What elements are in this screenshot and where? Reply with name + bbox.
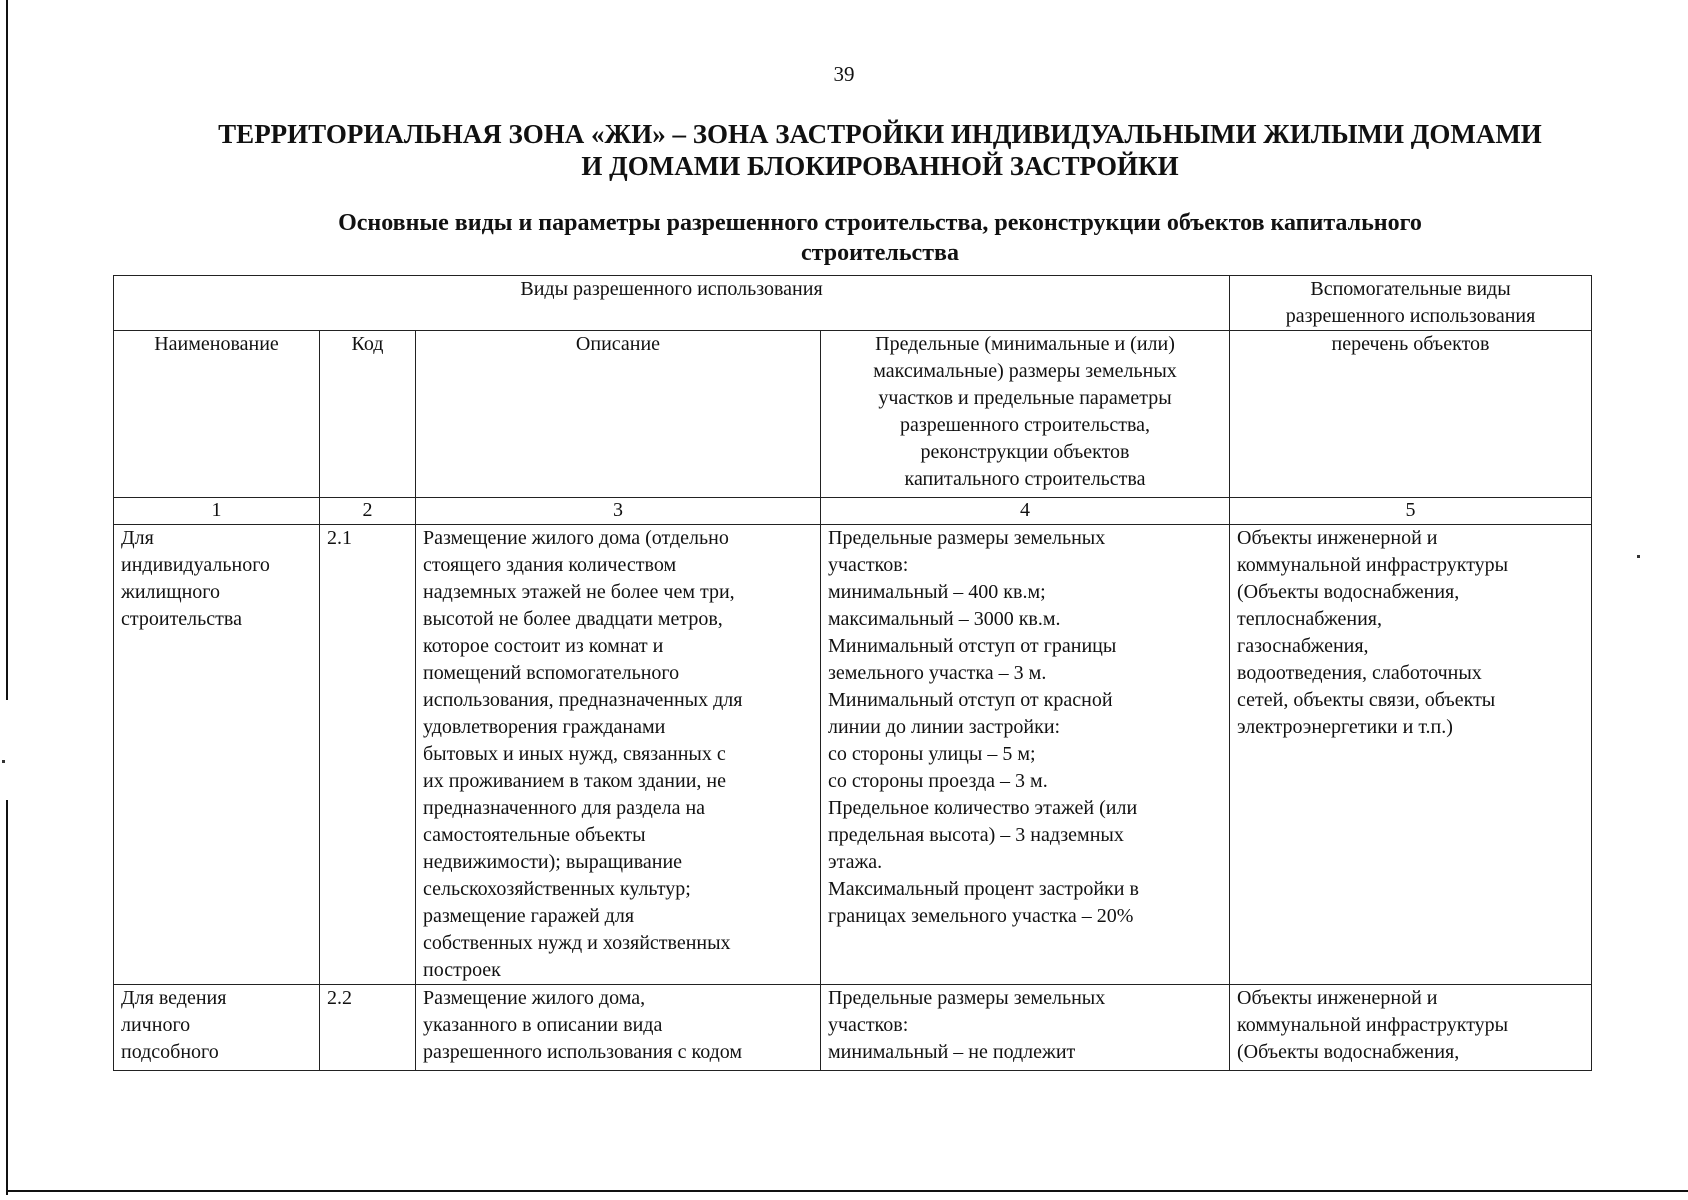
scan-left-edge-line [6, 0, 8, 700]
cell-line: жилищного [121, 581, 221, 603]
column-number: 4 [821, 498, 1230, 525]
cell-line: участков: [828, 554, 909, 576]
row-parameters-cell [821, 525, 1230, 985]
cell-line: границах земельного участка – 20% [828, 905, 1134, 927]
cell-line: помещений вспомогательного [423, 662, 680, 684]
zone-title-line: ТЕРРИТОРИАЛЬНАЯ ЗОНА «ЖИ» – ЗОНА ЗАСТРОЙКИ ИНДИВИДУАЛЬНЫМИ ЖИЛЫМИ ДОМАМИ [218, 119, 1542, 149]
cell-line: (Объекты водоснабжения, [1237, 581, 1460, 603]
page-number: 39 [833, 62, 855, 86]
table-row [114, 985, 1592, 1071]
scan-speck [2, 760, 5, 763]
cell-line: сельскохозяйственных культур; [423, 878, 691, 900]
column-header-code: Код [320, 331, 416, 498]
cell-line: Максимальный процент застройки в [828, 878, 1139, 900]
cell-line: Минимальный отступ от красной [828, 689, 1113, 711]
cell-line: Объекты инженерной и [1237, 987, 1438, 1009]
row-objects-cell [1230, 525, 1592, 985]
cell-line: собственных нужд и хозяйственных [423, 932, 731, 954]
cell-line: реконструкции объектов [920, 441, 1130, 463]
cell-line: Предельное количество этажей (или [828, 797, 1138, 819]
row-parameters-cell [821, 985, 1230, 1071]
row-objects-cell [1230, 985, 1592, 1071]
row-code-cell: 2.1 [320, 525, 416, 985]
cell-line: Для ведения [121, 987, 227, 1009]
row-name-cell [114, 985, 320, 1071]
scan-left-edge-line [6, 800, 8, 1195]
cell-line: минимальный – не подлежит [828, 1041, 1076, 1063]
group-header-main: Виды разрешенного использования [114, 276, 1230, 331]
cell-line: максимальные) размеры земельных [873, 360, 1177, 382]
row-name-cell [114, 525, 320, 985]
cell-line: бытовых и иных нужд, связанных с [423, 743, 726, 765]
cell-line: линии до линии застройки: [828, 716, 1061, 738]
cell-line: их проживанием в таком здании, не [423, 770, 726, 792]
cell-line: коммунальной инфраструктуры [1237, 554, 1509, 576]
row-description-cell [416, 985, 821, 1071]
column-number: 3 [416, 498, 821, 525]
cell-line: разрешенного использования с кодом [423, 1041, 743, 1063]
cell-line: которое состоит из комнат и [423, 635, 664, 657]
cell-line: высотой не более двадцати метров, [423, 608, 723, 630]
cell-line: Для [121, 527, 154, 549]
table-row [114, 525, 1592, 985]
cell-line: использования, предназначенных для [423, 689, 743, 711]
cell-line: предназначенного для раздела на [423, 797, 706, 819]
cell-line: участков и предельные параметры [878, 387, 1172, 409]
cell-line: предельная высота) – 3 надземных [828, 824, 1124, 846]
column-number: 2 [320, 498, 416, 525]
group-header-aux-line: Вспомогательные виды [1310, 278, 1511, 300]
cell-line: индивидуального [121, 554, 270, 576]
cell-line: Предельные размеры земельных [828, 527, 1106, 549]
cell-line: капитального строительства [904, 468, 1146, 490]
group-header-aux [1230, 276, 1592, 331]
cell-line: удовлетворения гражданами [423, 716, 666, 738]
section-title-line: строительства [801, 240, 959, 266]
row-code-cell: 2.2 [320, 985, 416, 1071]
cell-line: земельного участка – 3 м. [828, 662, 1047, 684]
column-header-objects: перечень объектов [1230, 331, 1592, 498]
table-column-header-row [114, 331, 1592, 498]
cell-line: теплоснабжения, [1237, 608, 1382, 630]
cell-line: электроэнергетики и т.п.) [1237, 716, 1453, 738]
group-header-aux-line: разрешенного использования [1285, 305, 1536, 327]
cell-line: Размещение жилого дома (отдельно [423, 527, 729, 549]
cell-line: недвижимости); выращивание [423, 851, 683, 873]
zone-title [160, 118, 1600, 182]
cell-line: участков: [828, 1014, 909, 1036]
table-group-header-row [114, 276, 1592, 331]
cell-line: Предельные размеры земельных [828, 987, 1106, 1009]
cell-line: личного [121, 1014, 191, 1036]
cell-line: надземных этажей не более чем три, [423, 581, 735, 603]
cell-line: строительства [121, 608, 242, 630]
table-column-number-row [114, 498, 1592, 525]
cell-line: стоящего здания количеством [423, 554, 677, 576]
cell-line: со стороны улицы – 5 м; [828, 743, 1036, 765]
row-description-cell [416, 525, 821, 985]
cell-line: самостоятельные объекты [423, 824, 646, 846]
column-header-name: Наименование [114, 331, 320, 498]
column-number: 1 [114, 498, 320, 525]
cell-line: водоотведения, слаботочных [1237, 662, 1482, 684]
cell-line: коммунальной инфраструктуры [1237, 1014, 1509, 1036]
cell-line: со стороны проезда – 3 м. [828, 770, 1048, 792]
land-use-table [113, 275, 1592, 1071]
cell-line: сетей, объекты связи, объекты [1237, 689, 1496, 711]
cell-line: Размещение жилого дома, [423, 987, 646, 1009]
zone-title-line: И ДОМАМИ БЛОКИРОВАННОЙ ЗАСТРОЙКИ [581, 151, 1179, 181]
cell-line: Минимальный отступ от границы [828, 635, 1117, 657]
section-title-line: Основные виды и параметры разрешенного строительства, реконструкции объектов капитального [338, 210, 1422, 236]
scan-bottom-edge-line [6, 1190, 1688, 1192]
column-header-parameters [821, 331, 1230, 498]
cell-line: разрешенного строительства, [900, 414, 1150, 436]
cell-line: максимальный – 3000 кв.м. [828, 608, 1061, 630]
section-title [160, 208, 1600, 268]
cell-line: газоснабжения, [1237, 635, 1369, 657]
cell-line: размещение гаражей для [423, 905, 635, 927]
cell-line: построек [423, 959, 501, 981]
cell-line: этажа. [828, 851, 883, 873]
cell-line: Объекты инженерной и [1237, 527, 1438, 549]
column-header-description: Описание [416, 331, 821, 498]
cell-line: указанного в описании вида [423, 1014, 663, 1036]
cell-line: подсобного [121, 1041, 219, 1063]
cell-line: (Объекты водоснабжения, [1237, 1041, 1460, 1063]
scan-speck [1637, 555, 1640, 558]
cell-line: минимальный – 400 кв.м; [828, 581, 1046, 603]
cell-line: Предельные (минимальные и (или) [875, 333, 1175, 355]
column-number: 5 [1230, 498, 1592, 525]
